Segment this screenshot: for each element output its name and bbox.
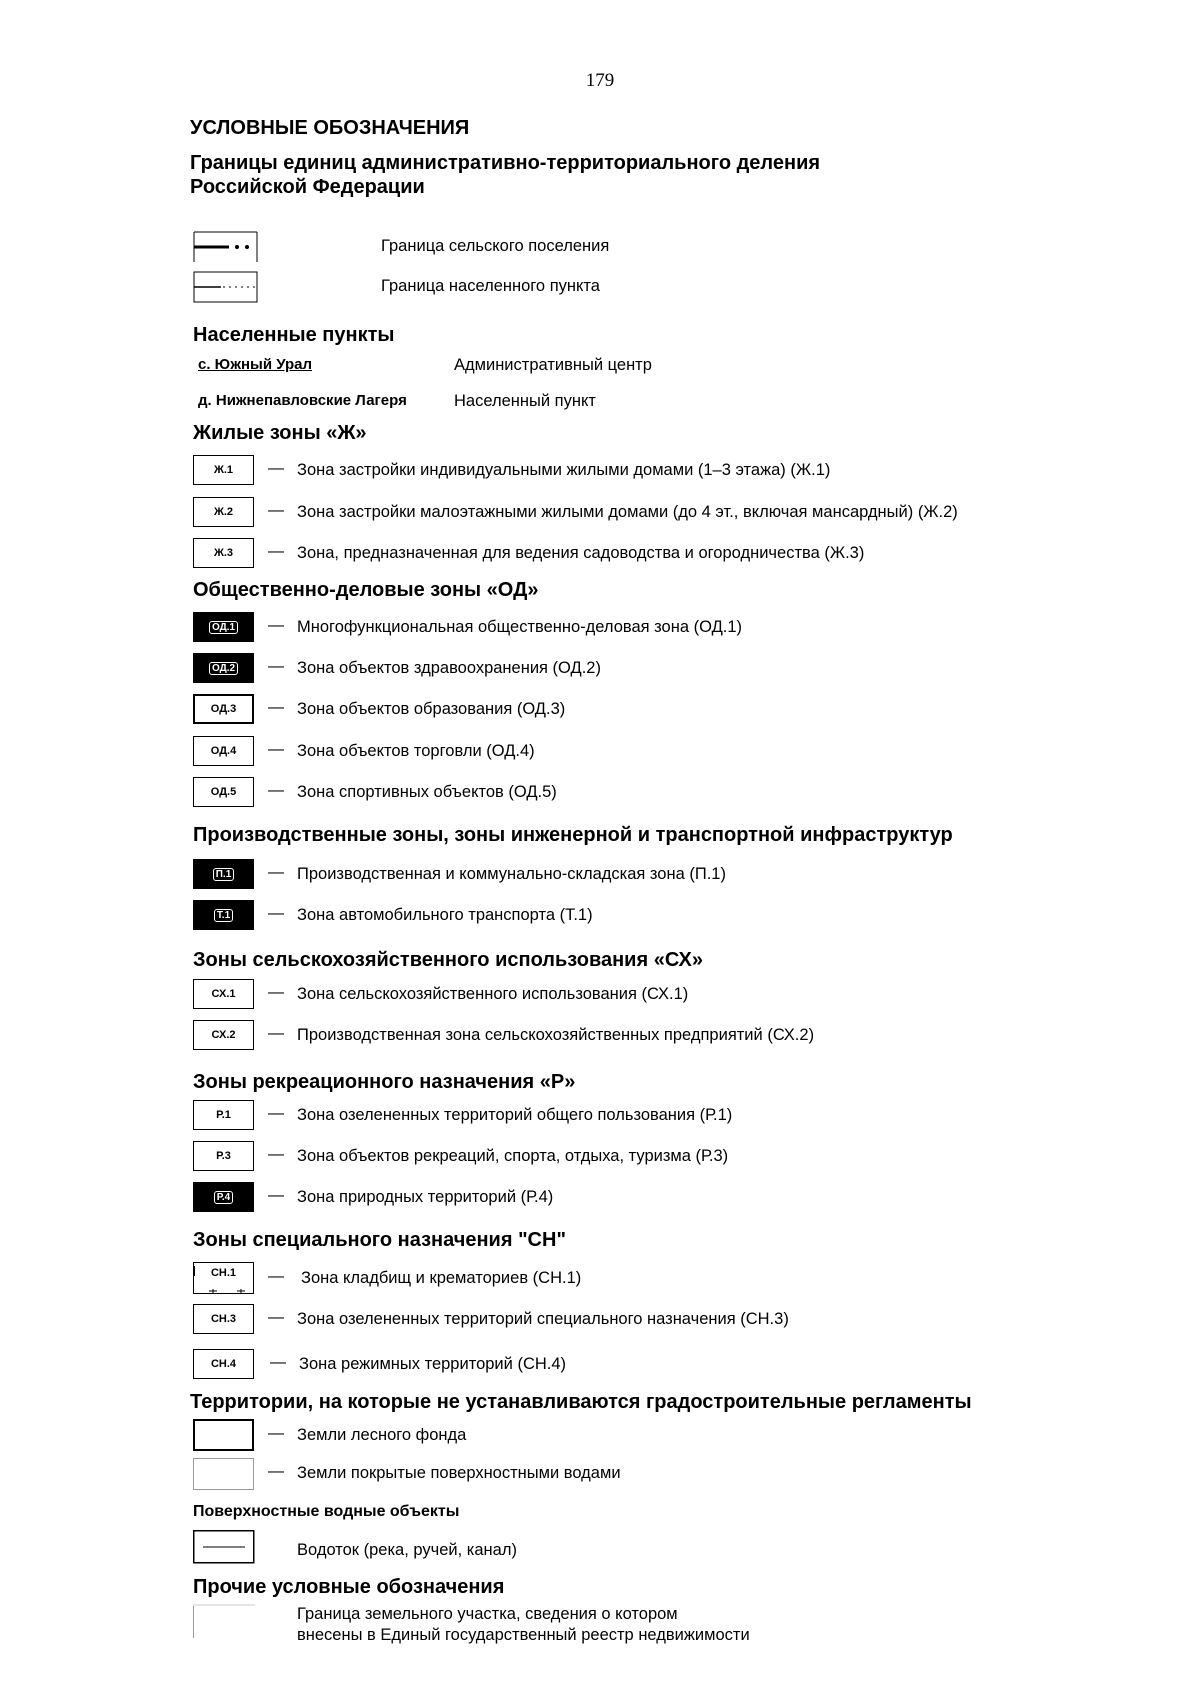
rural-boundary-symbol [193,230,259,264]
locality-boundary-label: Граница населенного пункта [381,277,600,295]
admin-center-desc: Административный центр [454,356,652,374]
zone-label-od4: Зона объектов торговли (ОД.4) [297,742,535,760]
rural-boundary-label: Граница сельского поселения [381,237,610,255]
zone-label-p1: Производственная и коммунально-складская зона (П.1) [297,865,726,883]
dash: — [270,1354,286,1371]
surface-water-heading: Поверхностные водные объекты [193,1503,460,1520]
recreation-heading: Зоны рекреационного назначения «Р» [193,1071,576,1093]
zone-symbol-sn4: СН.4 [193,1349,254,1379]
zone-symbol-p1: П.1 [193,859,254,889]
zone-symbol-od3: ОД.3 [193,694,254,724]
forest-lands-symbol [193,1419,254,1451]
dash: — [268,658,284,675]
dash: — [268,782,284,799]
zone-label-od5: Зона спортивных объектов (ОД.5) [297,783,557,801]
dash: — [268,617,284,634]
no-regulations-heading: Территории, на которые не устанавливаются градостроительные регламенты [190,1391,972,1413]
zone-symbol-t1: Т.1 [193,900,254,930]
page-number: 179 [585,70,615,91]
dash: — [268,543,284,560]
dash: — [268,1146,284,1163]
industrial-heading: Производственные зоны, зоны инженерной и транспортной инфраструктур [193,824,953,846]
zone-label-sn3: Зона озелененных территорий специального назначения (СН.3) [297,1310,789,1328]
land-plot-boundary-label-1: Граница земельного участка, сведения о котором [297,1605,678,1623]
zone-symbol-sn1: СН.1 [193,1262,254,1294]
dash: — [268,1025,284,1042]
zone-symbol-r1: Р.1 [193,1100,254,1130]
zone-label-od3: Зона объектов образования (ОД.3) [297,700,566,718]
zone-label-sn1: Зона кладбищ и крематориев (СН.1) [301,1269,582,1287]
admin-center-name: с. Южный Урал [198,356,313,373]
dash: — [268,1425,284,1442]
other-heading: Прочие условные обозначения [193,1576,505,1598]
zone-symbol-od2: ОД.2 [193,653,254,683]
dash: — [268,460,284,477]
dash: — [268,699,284,716]
public-business-heading: Общественно-деловые зоны «ОД» [193,579,539,601]
forest-lands-label: Земли лесного фонда [297,1426,467,1444]
water-lands-symbol [193,1458,254,1490]
legend-title: УСЛОВНЫЕ ОБОЗНАЧЕНИЯ [190,117,470,139]
dash: — [268,984,284,1001]
zone-label-od1: Многофункциональная общественно-деловая зона (ОД.1) [297,618,743,636]
zone-label-zh2: Зона застройки малоэтажными жилыми домами (до 4 эт., включая мансардный) (Ж.2) [297,503,958,521]
zone-symbol-od5: ОД.5 [193,777,254,807]
water-lands-label: Земли покрытые поверхностными водами [297,1464,621,1482]
settlement-name: д. Нижнепавловские Лагеря [198,392,407,409]
settlements-heading: Населенные пункты [193,324,395,346]
dash: — [268,502,284,519]
zone-label-r4: Зона природных территорий (Р.4) [297,1188,554,1206]
watercourse-label: Водоток (река, ручей, канал) [297,1541,517,1559]
zone-label-r3: Зона объектов рекреаций, спорта, отдыха, туризма (Р.3) [297,1147,729,1165]
zone-symbol-zh2: Ж.2 [193,497,254,527]
zone-label-zh3: Зона, предназначенная для ведения садоводства и огородничества (Ж.3) [297,544,865,562]
zone-symbol-od4: ОД.4 [193,736,254,766]
dash: — [268,1309,284,1326]
zone-symbol-od1: ОД.1 [193,612,254,642]
land-plot-boundary-symbol [193,1604,255,1640]
zone-symbol-zh3: Ж.3 [193,538,254,568]
special-heading: Зоны специального назначения "СН" [193,1229,566,1251]
dash: — [268,864,284,881]
settlement-desc: Населенный пункт [454,392,596,410]
dash: — [268,741,284,758]
zone-symbol-sh2: СХ.2 [193,1020,254,1050]
zone-label-sh2: Производственная зона сельскохозяйственных предприятий (СХ.2) [297,1026,815,1044]
residential-heading: Жилые зоны «Ж» [193,422,367,444]
zone-symbol-sn3: СН.3 [193,1304,254,1334]
watercourse-symbol [193,1530,255,1564]
zone-symbol-r3: Р.3 [193,1141,254,1171]
legend-subtitle: Границы единиц административно-территориального деления Российской Федерации [190,152,821,198]
locality-boundary-symbol [193,270,259,304]
dash: — [268,1268,284,1285]
land-plot-boundary-label-2: внесены в Единый государственный реестр недвижимости [297,1626,750,1644]
zone-symbol-sh1: СХ.1 [193,979,254,1009]
zone-label-r1: Зона озелененных территорий общего пользования (Р.1) [297,1106,733,1124]
zone-symbol-zh1: Ж.1 [193,455,254,485]
zone-symbol-r4: Р.4 [193,1182,254,1212]
zone-label-t1: Зона автомобильного транспорта (Т.1) [297,906,593,924]
agricultural-heading: Зоны сельскохозяйственного использования «СХ» [193,949,703,971]
dash: — [268,905,284,922]
dash: — [268,1105,284,1122]
zone-label-zh1: Зона застройки индивидуальными жилыми домами (1–3 этажа) (Ж.1) [297,461,831,479]
zone-label-od2: Зона объектов здравоохранения (ОД.2) [297,659,601,677]
dash: — [268,1463,284,1480]
dash: — [268,1187,284,1204]
zone-label-sn4: Зона режимных территорий (СН.4) [299,1355,567,1373]
zone-label-sh1: Зона сельскохозяйственного использования (СХ.1) [297,985,689,1003]
